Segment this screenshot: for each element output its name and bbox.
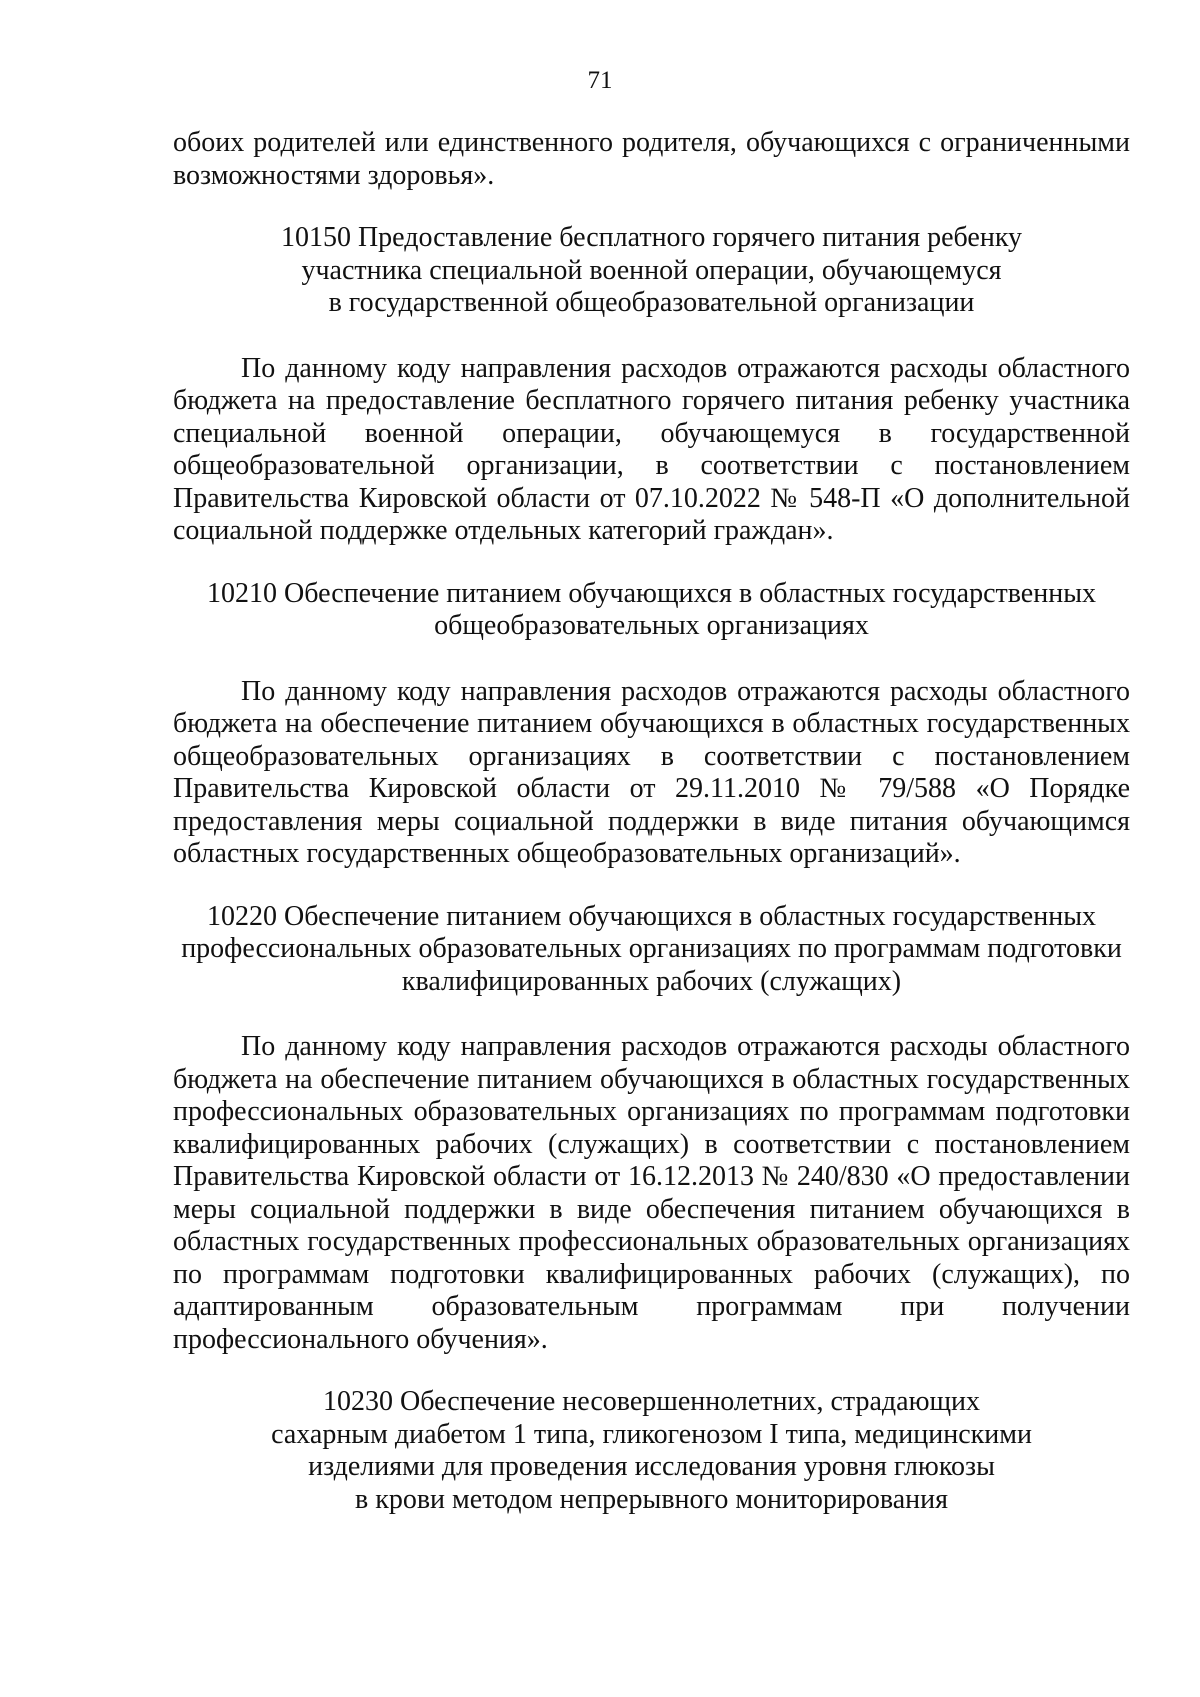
section-heading-10230: [173, 1386, 1130, 1516]
heading-line: квалифицированных рабочих (служащих): [401, 965, 902, 997]
heading-line: участника специальной военной операции, обучающемуся: [301, 254, 1002, 286]
section-paragraph-10150: По данному коду направления расходов отражаются расходы областного бюджета на предоставление бесплатного горячего питания ребенку участника специальной военной операции, обучающемуся в государственной общеобразовательной организации, в соответствии с постановлением Правительства Кировской области от 07.10.2022 № 548-П «О дополнительной социальной поддержке отдельных категорий граждан».: [173, 352, 1130, 546]
heading-line: 10220 Обеспечение питанием обучающихся в областных государственных: [206, 900, 1097, 932]
document-body: [173, 127, 1130, 1516]
page-number: 71: [587, 67, 613, 94]
section-paragraph-10210: По данному коду направления расходов отражаются расходы областного бюджета на обеспечение питанием обучающихся в областных государственных общеобразовательных организациях в соответствии с постановлением Правительства Кировской области от 29.11.2010 № 79/588 «О Порядке предоставления меры социальной поддержки в виде питания обучающимся областных государственных общеобразовательных организаций».: [173, 675, 1130, 869]
heading-line: сахарным диабетом 1 типа, гликогенозом I типа, медицинскими: [271, 1418, 1032, 1450]
heading-line: 10210 Обеспечение питанием обучающихся в областных государственных: [206, 577, 1097, 609]
heading-line: 10150 Предоставление бесплатного горячего питания ребенку: [280, 222, 1023, 253]
heading-line: изделиями для проведения исследования уровня глюкозы: [308, 1451, 995, 1482]
continuation-paragraph: обоих родителей или единственного родителя, обучающихся с ограниченными возможностями здоровья».: [173, 127, 1130, 191]
section-heading-10150: [173, 222, 1130, 320]
section-paragraph-10220: По данному коду направления расходов отражаются расходы областного бюджета на обеспечение питанием обучающихся в областных государственных профессиональных образовательных организациях по программам подготовки квалифицированных рабочих (служащих) в соответствии с постановлением Правительства Кировской области от 16.12.2013 № 240/830 «О предоставлении меры социальной поддержки в виде обеспечения питанием обучающихся в областных государственных профессиональных образовательных организациях по программам подготовки квалифицированных рабочих (служащих), по адаптированным образовательным программам при получении профессионального обучения».: [173, 1031, 1130, 1355]
heading-line: в крови методом непрерывного мониторирования: [355, 1483, 948, 1515]
section-heading-10220: [173, 901, 1130, 999]
heading-line: профессиональных образовательных организациях по программам подготовки: [181, 933, 1122, 964]
heading-line: общеобразовательных организациях: [434, 610, 869, 641]
heading-line: в государственной общеобразовательной организации: [328, 287, 975, 318]
section-heading-10210: [173, 578, 1130, 643]
heading-line: 10230 Обеспечение несовершеннолетних, страдающих: [322, 1386, 981, 1417]
